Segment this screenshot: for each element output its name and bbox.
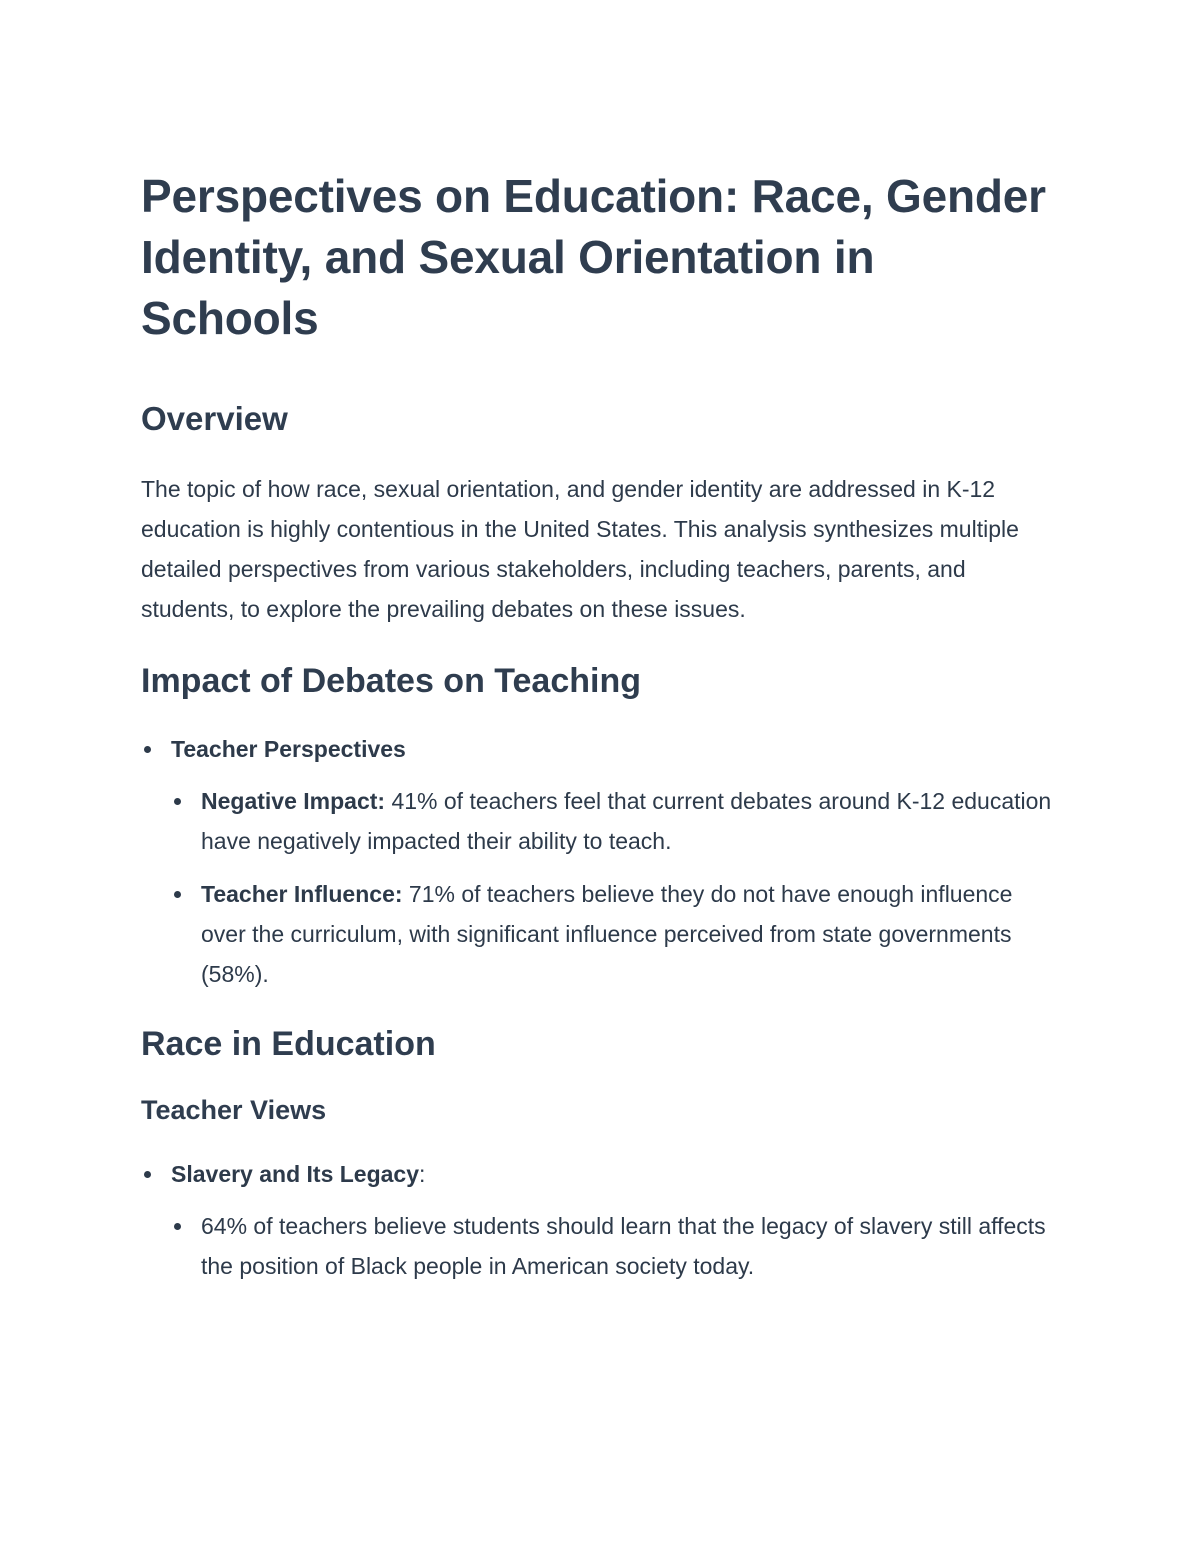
race-list bbox=[141, 1154, 1061, 1286]
slavery-legacy-sublist bbox=[171, 1206, 1061, 1286]
bullet-icon bbox=[174, 1223, 181, 1230]
teacher-influence-text: 71% of teachers believe they do not have enough influence over the curriculum, with significant influence perceived from state governments (58%). bbox=[201, 881, 1013, 987]
overview-paragraph: The topic of how race, sexual orientation, and gender identity are addressed in K-12 education is highly contentious in the United States. This analysis synthesizes multiple detailed perspectives from various stakeholders, including teachers, parents, and students, to explore the prevailing debates on these issues. bbox=[141, 476, 1019, 622]
list-item-teacher-perspectives bbox=[141, 729, 1061, 994]
teacher-perspectives-sublist bbox=[171, 781, 1061, 994]
slavery-legacy-label: Slavery and Its Legacy bbox=[171, 1161, 420, 1187]
teacher-views-subheading: Teacher Views bbox=[141, 1095, 327, 1125]
list-item-teacher-influence bbox=[171, 874, 1061, 994]
slavery-stat-text: 64% of teachers believe students should learn that the legacy of slavery still affects the position of Black people in American society today. bbox=[201, 1213, 1046, 1279]
list-item-negative-impact bbox=[171, 781, 1061, 861]
overview-heading: Overview bbox=[141, 400, 288, 437]
bullet-icon bbox=[174, 891, 181, 898]
bullet-icon bbox=[144, 1171, 151, 1178]
negative-impact-label: Negative Impact: bbox=[201, 788, 386, 814]
teacher-perspectives-label: Teacher Perspectives bbox=[171, 736, 406, 762]
impact-list bbox=[141, 729, 1061, 994]
page-title: Perspectives on Education: Race, Gender Identity, and Sexual Orientation in Schools bbox=[141, 170, 1046, 344]
document-content bbox=[141, 166, 1061, 1286]
negative-impact-text: 41% of teachers feel that current debates around K-12 education have negatively impacted their ability to teach. bbox=[201, 788, 1052, 854]
bullet-icon bbox=[174, 798, 181, 805]
list-item-slavery-legacy bbox=[141, 1154, 1061, 1286]
bullet-icon bbox=[144, 746, 151, 753]
race-heading: Race in Education bbox=[141, 1025, 436, 1063]
slavery-legacy-suffix: : bbox=[419, 1161, 426, 1187]
impact-heading: Impact of Debates on Teaching bbox=[141, 662, 642, 700]
list-item-slavery-stat bbox=[171, 1206, 1061, 1286]
teacher-influence-label: Teacher Influence: bbox=[201, 881, 403, 907]
